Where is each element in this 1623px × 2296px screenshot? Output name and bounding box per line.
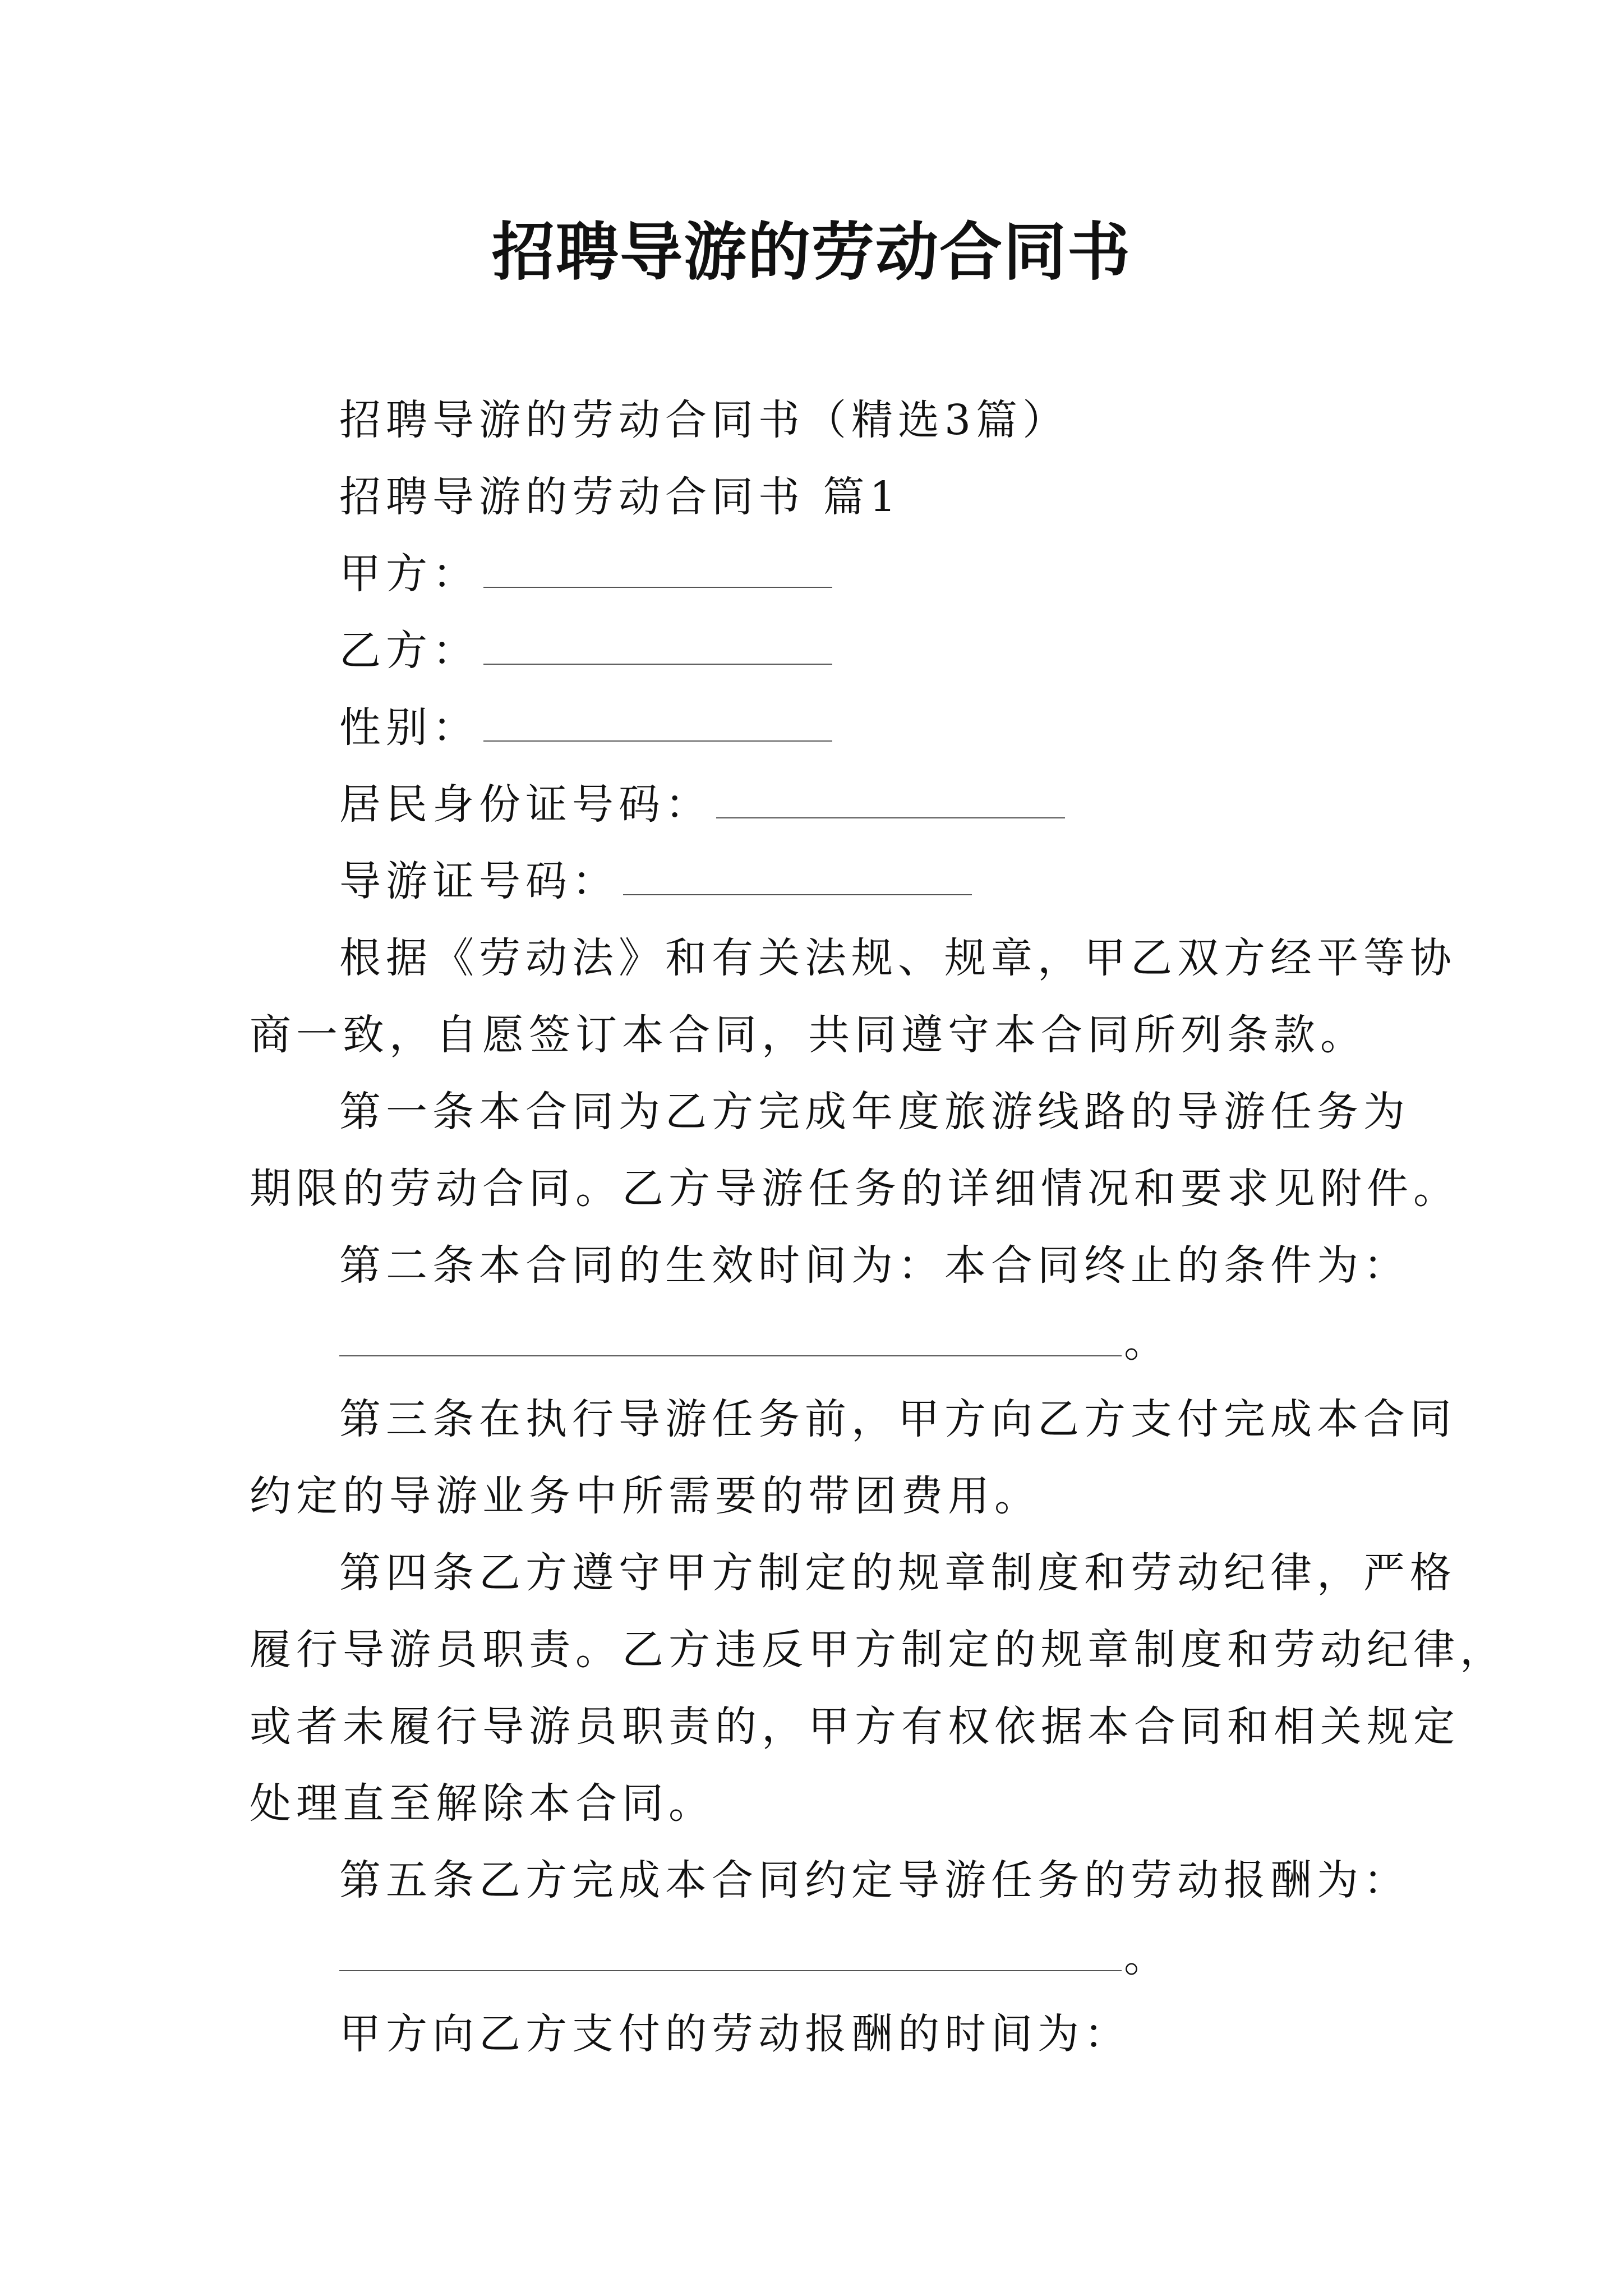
paragraph-line: 或者未履行导游员职责的，甲方有权依据本合同和相关规定 <box>250 1703 1460 1751</box>
field-id-number-label: 居民身份证号码： <box>339 780 712 829</box>
gender-blank <box>483 701 832 742</box>
guide-cert-blank <box>623 855 972 895</box>
termination-blank <box>339 1316 1122 1356</box>
paragraph-line: 甲方向乙方支付的劳动报酬的时间为： <box>339 2010 1131 2058</box>
id-number-blank <box>716 778 1065 818</box>
blank-period: 。 <box>1124 1318 1170 1366</box>
document-subtitle: 招聘导游的劳动合同书（精选3篇） <box>339 396 1069 444</box>
field-party-b <box>339 618 832 677</box>
blank-period: 。 <box>1124 1933 1170 1981</box>
paragraph-line: 商一致，自愿签订本合同，共同遵守本合同所列条款。 <box>250 1011 1367 1059</box>
paragraph-line: 第五条乙方完成本合同约定导游任务的劳动报酬为： <box>339 1856 1410 1904</box>
party-b-blank <box>483 624 832 665</box>
paragraph-line: 履行导游员职责。乙方违反甲方制定的规章制度和劳动纪律， <box>250 1626 1506 1674</box>
field-party-a <box>339 541 832 600</box>
field-gender-label: 性别： <box>339 703 479 752</box>
field-gender <box>339 694 832 754</box>
field-party-b-label: 乙方： <box>339 627 479 675</box>
paragraph-line: 第二条本合同的生效时间为：本合同终止的条件为： <box>339 1241 1410 1290</box>
paragraph-line: 约定的导游业务中所需要的带团费用。 <box>250 1472 1041 1520</box>
field-guide-cert-label: 导游证号码： <box>339 857 619 905</box>
field-party-a-label: 甲方： <box>339 550 479 598</box>
paragraph-line: 期限的劳动合同。乙方导游任务的详细情况和要求见附件。 <box>250 1165 1460 1213</box>
field-id-number <box>339 771 1065 831</box>
paragraph-line: 根据《劳动法》和有关法规、规章，甲乙双方经平等协 <box>339 934 1456 982</box>
document-title: 招聘导游的劳动合同书 <box>492 215 1131 289</box>
blank-line <box>339 1309 1170 1369</box>
paragraph-line: 第四条乙方遵守甲方制定的规章制度和劳动纪律，严格 <box>339 1549 1456 1597</box>
paragraph-line: 第三条在执行导游任务前，甲方向乙方支付完成本合同 <box>339 1395 1456 1443</box>
section-heading: 招聘导游的劳动合同书 篇1 <box>339 473 901 521</box>
blank-line <box>339 1924 1170 1984</box>
paragraph-line: 处理直至解除本合同。 <box>250 1779 715 1828</box>
paragraph-line: 第一条本合同为乙方完成年度旅游线路的导游任务为 <box>339 1088 1410 1136</box>
field-guide-cert <box>339 848 972 908</box>
party-a-blank <box>483 547 832 588</box>
remuneration-blank <box>339 1931 1122 1971</box>
